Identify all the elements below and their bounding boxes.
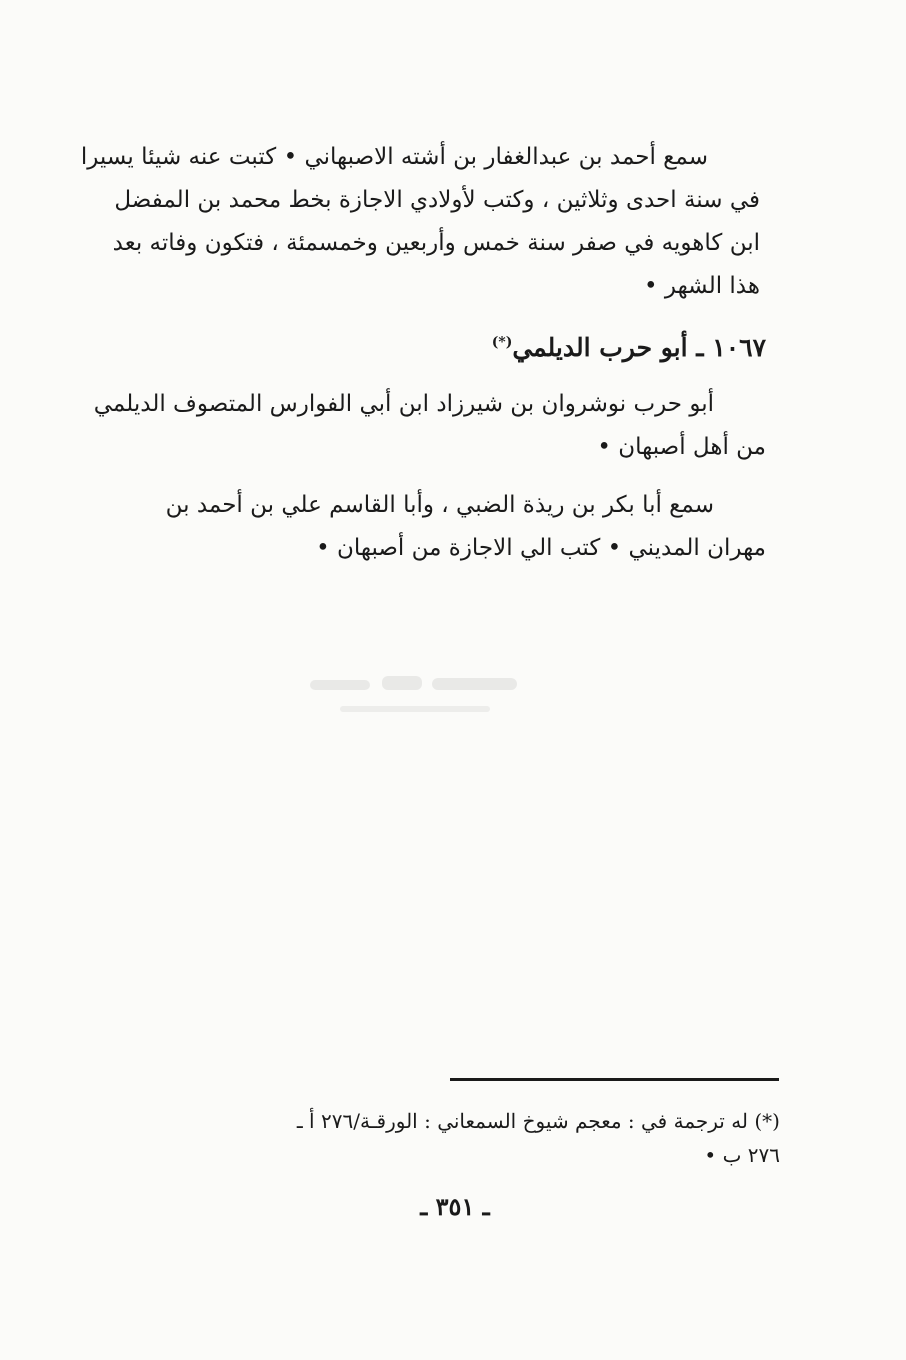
paragraph-previous-entry bbox=[80, 136, 760, 308]
text-line: في سنة احدى وثلاثين ، وكتب لأولادي الاجازة بخط محمد بن المفضل bbox=[114, 187, 760, 213]
page-number: ـ ٣٥١ ـ bbox=[420, 1192, 490, 1221]
footnote-separator bbox=[450, 1078, 779, 1081]
text-line: أبو حرب نوشروان بن شيرزاد ابن أبي الفوارس المتصوف الديلمي bbox=[93, 391, 714, 417]
footnote-line: (*) له ترجمة في : معجم شيوخ السمعاني : الورقـة/٢٧٦ أ ـ bbox=[296, 1109, 780, 1133]
text-line: هذا الشهر • bbox=[644, 273, 760, 299]
text-line: من أهل أصبهان • bbox=[597, 434, 766, 460]
text-line: سمع أبا بكر بن ريذة الضبي ، وأبا القاسم علي بن أحمد بن bbox=[165, 492, 714, 518]
entry-heading-text: ١٠٦٧ ـ أبو حرب الديلمي bbox=[512, 333, 766, 362]
paragraph-entry-teachers bbox=[116, 484, 766, 570]
text-line: مهران المديني • كتب الي الاجازة من أصبهان • bbox=[316, 535, 766, 561]
footnote-marker: (*) bbox=[491, 334, 513, 351]
footnote-line: ٢٧٦ ب • bbox=[704, 1143, 780, 1167]
bleed-through-smudge bbox=[300, 666, 530, 726]
entry-heading bbox=[492, 333, 766, 362]
text-line: سمع أحمد بن عبدالغفار بن أشته الاصبهاني • كتبت عنه شيئا يسيرا bbox=[80, 144, 708, 170]
text-line: ابن كاهويه في صفر سنة خمس وأربعين وخمسمئة ، فتكون وفاته بعد bbox=[112, 230, 760, 256]
footnote bbox=[128, 1104, 780, 1172]
paragraph-entry-name bbox=[93, 383, 766, 469]
